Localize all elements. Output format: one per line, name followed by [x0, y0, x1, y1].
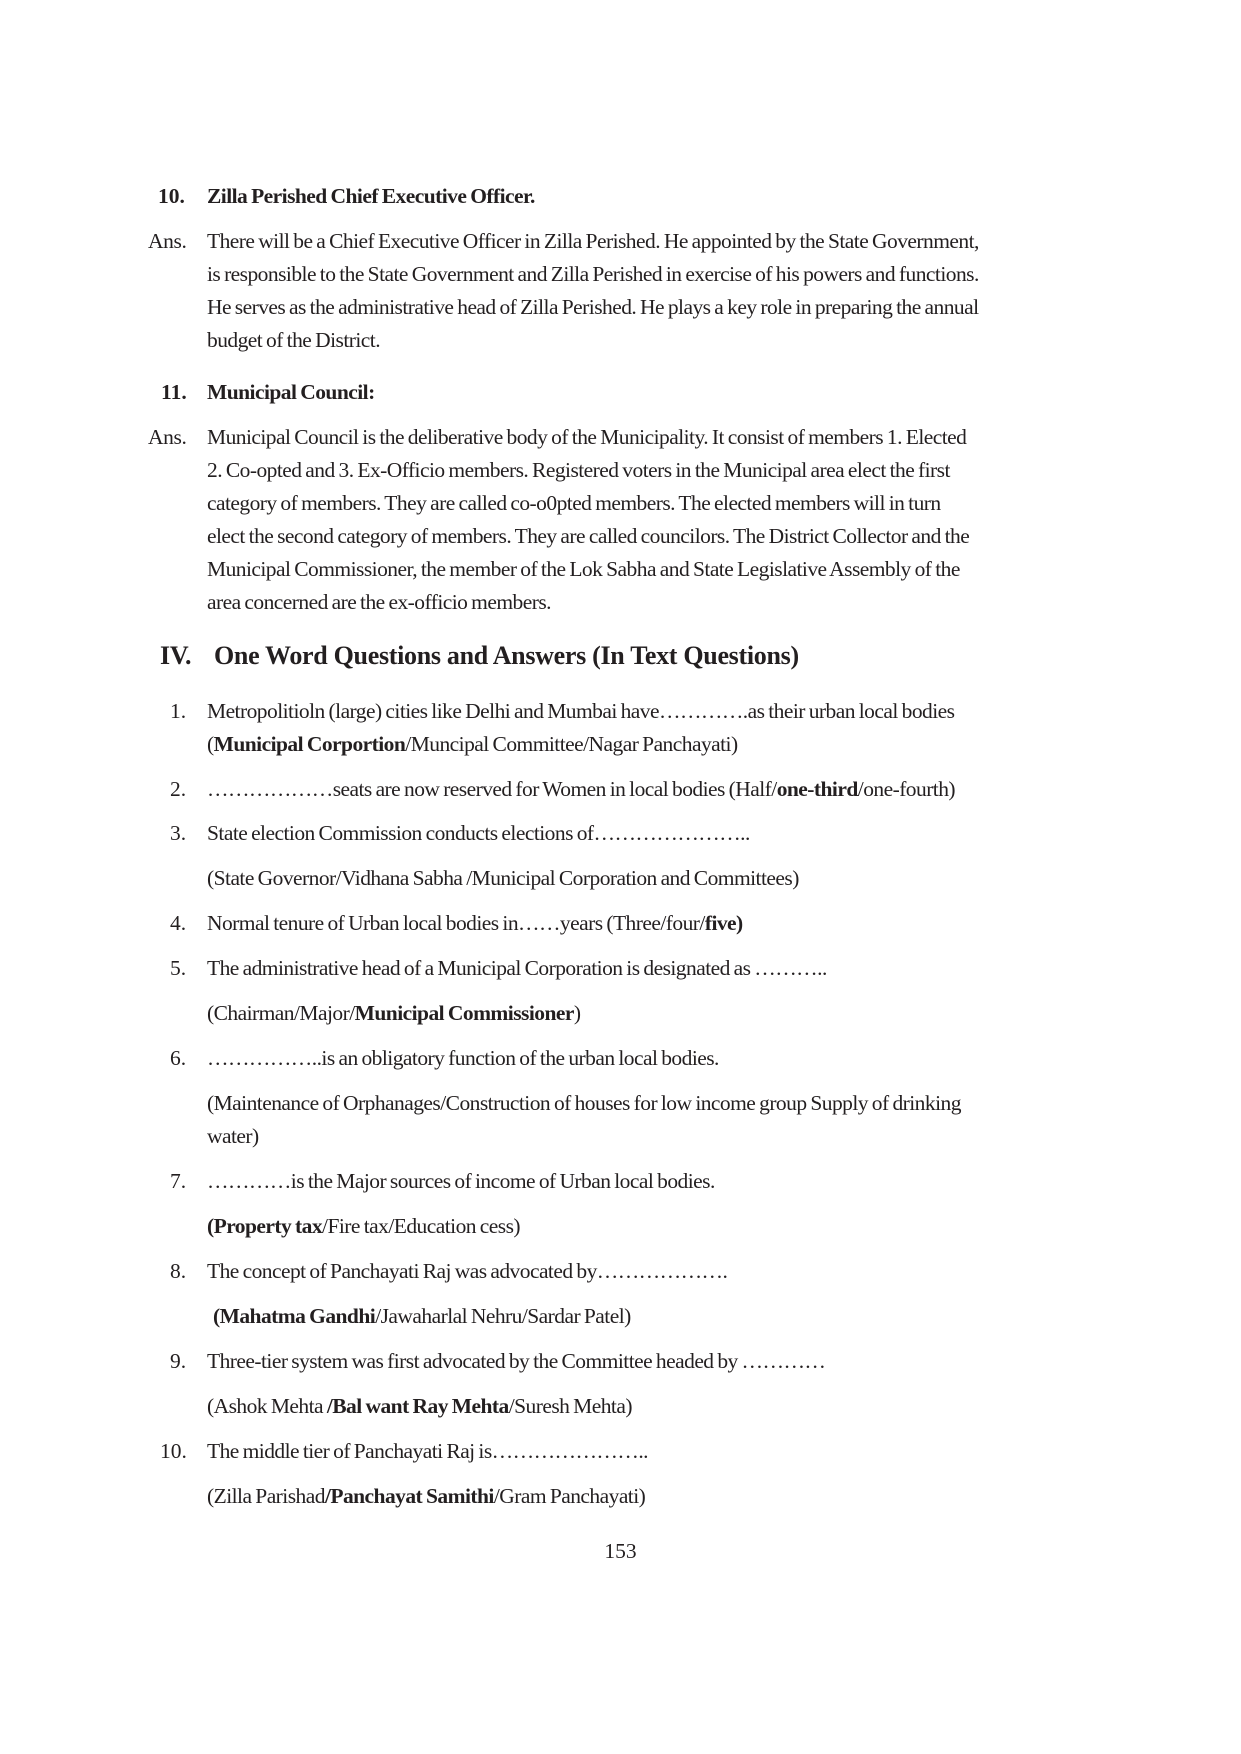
question-text: State election Commission conducts elections of…………………..	[207, 821, 750, 845]
question-text: The concept of Panchayati Raj was advocated by……………….	[207, 1259, 728, 1283]
question-text: Three-tier system was first advocated by the Committee headed by …………	[207, 1349, 826, 1373]
answer-options: water)	[207, 1124, 259, 1148]
correct-answer: Municipal Commissioner	[354, 1001, 574, 1025]
question-number: 7.	[170, 1169, 187, 1193]
correct-answer: five)	[704, 911, 743, 935]
answer-options: (Zilla Parishad/Panchayat Samithi/Gram Panchayati)	[207, 1484, 646, 1508]
question-text: Normal tenure of Urban local bodies in……years (Three/four/five)	[207, 911, 743, 935]
question-text: ……………..is an obligatory function of the urban local bodies.	[207, 1046, 719, 1070]
correct-answer: one-third	[776, 777, 858, 801]
question-text: The middle tier of Panchayati Raj is…………………..	[207, 1439, 648, 1463]
question-number: 1.	[170, 699, 187, 723]
question-title: Zilla Perished Chief Executive Officer.	[207, 184, 535, 208]
question-number: 8.	[170, 1259, 187, 1283]
correct-answer: Municipal Corportion	[213, 732, 406, 756]
answer-line: budget of the District.	[207, 328, 381, 352]
question-number: 4.	[170, 911, 187, 935]
question-number: 11.	[161, 380, 187, 404]
correct-answer: /Bal want Ray Mehta	[326, 1394, 509, 1418]
question-number: 3.	[170, 821, 187, 845]
answer-options: (State Governor/Vidhana Sabha /Municipal Corporation and Committees)	[207, 866, 799, 890]
answer-options: (Ashok Mehta /Bal want Ray Mehta/Suresh Mehta)	[207, 1394, 632, 1418]
page-number: 153	[604, 1539, 637, 1563]
answer-line: He serves as the administrative head of Zilla Perished. He plays a key role in preparing the annual	[207, 295, 979, 319]
answer-line: elect the second category of members. They are called councilors. The District Collector and the	[207, 524, 970, 548]
answer-options: (Municipal Corportion/Muncipal Committee/Nagar Panchayati)	[207, 732, 738, 756]
question-text: The administrative head of a Municipal Corporation is designated as ………..	[207, 956, 827, 980]
answer-line: area concerned are the ex-officio members.	[207, 590, 551, 614]
answer-options: (Maintenance of Orphanages/Construction of houses for low income group Supply of drinking	[207, 1091, 961, 1115]
correct-answer: (Mahatma Gandhi	[213, 1304, 376, 1328]
question-number: 5.	[170, 956, 187, 980]
question-number: 10.	[160, 1439, 187, 1463]
section-title: One Word Questions and Answers (In Text Questions)	[214, 641, 799, 670]
correct-answer: (Property tax	[207, 1214, 323, 1238]
answer-line: There will be a Chief Executive Officer in Zilla Perished. He appointed by the State Government,	[207, 229, 979, 253]
correct-answer: /Panchayat Samithi	[324, 1484, 494, 1508]
answer-line: is responsible to the State Government and Zilla Perished in exercise of his powers and functions.	[207, 262, 979, 286]
answer-label: Ans.	[148, 425, 187, 449]
question-text: ………………seats are now reserved for Women in local bodies (Half/one-third/one-fourth)	[207, 777, 956, 801]
question-number: 9.	[170, 1349, 187, 1373]
question-number: 2.	[170, 777, 187, 801]
question-text: Metropolitioln (large) cities like Delhi and Mumbai have………….as their urban local bodies	[207, 699, 955, 723]
answer-line: Municipal Commissioner, the member of the Lok Sabha and State Legislative Assembly of the	[207, 557, 960, 581]
question-number: 6.	[170, 1046, 187, 1070]
answer-line: 2. Co-opted and 3. Ex-Officio members. Registered voters in the Municipal area elect the first	[207, 458, 950, 482]
answer-options: (Property tax/Fire tax/Education cess)	[207, 1214, 521, 1238]
question-number: 10.	[158, 184, 185, 208]
section-number: IV.	[160, 641, 192, 670]
answer-line: Municipal Council is the deliberative body of the Municipality. It consist of members 1. Elected	[207, 425, 967, 449]
answer-options: (Mahatma Gandhi/Jawaharlal Nehru/Sardar Patel)	[213, 1304, 631, 1328]
answer-label: Ans.	[148, 229, 187, 253]
question-title: Municipal Council:	[207, 380, 375, 404]
answer-options: (Chairman/Major/Municipal Commissioner)	[207, 1001, 581, 1025]
answer-line: category of members. They are called co-o0pted members. The elected members will in turn	[207, 491, 941, 515]
question-text: …………is the Major sources of income of Urban local bodies.	[207, 1169, 715, 1193]
